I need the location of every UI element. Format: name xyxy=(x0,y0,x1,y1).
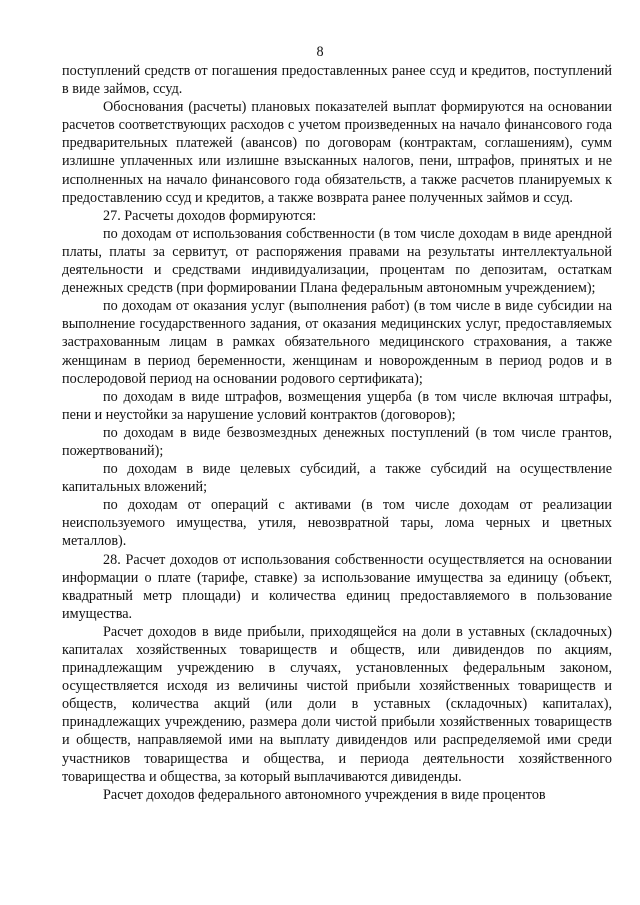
paragraph: Обоснования (расчеты) плановых показателей выплат формируются на основании расчетов соответствующих расходов с учетом произведенных на начало финансового года предварительных платежей (авансов) по договорам (контрактам, соглашениям), сумм излишне уплаченных или излишне взысканных налогов, пени, штрафов, принятых и не исполненных на начало финансового года обязательств, а также расчетов планируемых к предоставлению ссуд и кредитов, а также возврата ранее полученных займов и ссуд. xyxy=(62,99,612,206)
paragraph: 27. Расчеты доходов формируются: xyxy=(103,207,317,224)
paragraph: 28. Расчет доходов от использования собственности осуществляется на основании информации о плате (тарифе, ставке) за использование имущества за единицу (объект, квадратный метр площади) и количества единиц предоставляемого в пользование имущества. xyxy=(62,551,612,622)
paragraph: по доходам от использования собственности (в том числе доходам в виде арендной платы, платы за сервитут, от распоряжения правами на результаты интеллектуальной деятельности и средствами индивидуализации, процентам по депозитам, остаткам денежных средств (при формировании Плана федеральным автономным учреждением); xyxy=(62,225,612,297)
paragraph: Расчет доходов федерального автономного учреждения в виде процентов xyxy=(103,786,546,803)
paragraph: по доходам в виде штрафов, возмещения ущерба (в том числе включая штрафы, пени и неустойки за нарушение условий контрактов (договоров); xyxy=(62,388,612,423)
paragraph: по доходам в виде целевых субсидий, а также субсидий на осуществление капитальных вложений; xyxy=(62,461,612,496)
document-body xyxy=(62,62,612,804)
page-number: 8 xyxy=(316,44,324,60)
paragraph: по доходам от операций с активами (в том числе доходам от реализации неиспользуемого имущества, утиля, невозвратной тары, лома черных и цветных металлов). xyxy=(62,497,612,550)
paragraph: по доходам от оказания услуг (выполнения работ) (в том числе в виде субсидии на выполнение государственного задания, от оказания медицинских услуг, предоставляемых застрахованным лицам в рамках обязательного медицинского страхования, а также женщинам в период беременности, женщинам и новорожденным в период родов и в послеродовой период на основании родового сертификата); xyxy=(62,298,612,387)
paragraph: поступлений средств от погашения предоставленных ранее ссуд и кредитов, поступлений в виде займов, ссуд. xyxy=(62,63,612,98)
paragraph: Расчет доходов в виде прибыли, приходящейся на доли в уставных (складочных) капиталах хозяйственных товариществ и обществ, или дивидендов по акциям, принадлежащим учреждению в случаях, установленных федеральным законом, осуществляется исходя из величины чистой прибыли хозяйственных товариществ и обществ, количества акций (или доли в уставных (складочных) капиталах), принадлежащих учреждению, размера доли чистой прибыли хозяйственных товариществ и обществ, направляемой ими на выплату дивидендов или распределяемой ими среди участников товарищества и общества, и периода деятельности хозяйственного товарищества и общества, за который выплачиваются дивиденды. xyxy=(62,623,612,785)
paragraph: по доходам в виде безвозмездных денежных поступлений (в том числе грантов, пожертвований); xyxy=(62,424,612,459)
